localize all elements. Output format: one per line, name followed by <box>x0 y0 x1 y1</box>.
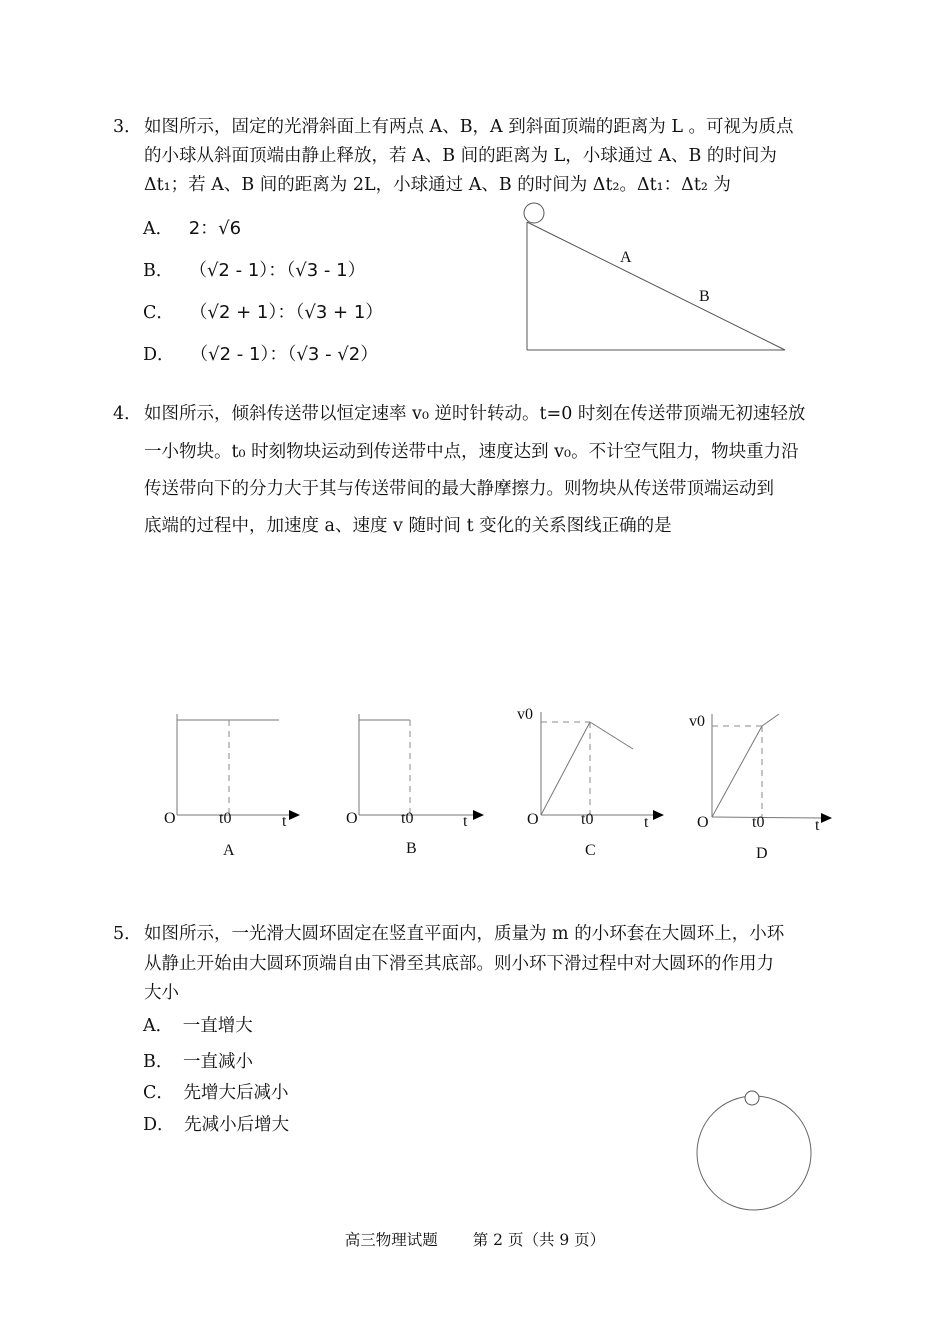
q5-line-3: 大小 <box>144 983 179 1003</box>
q5-option-d-text: 先减小后增大 <box>184 1115 290 1135</box>
graph-a-t-axis: t <box>282 813 287 830</box>
graph-d-origin: O <box>697 814 709 831</box>
q3-option-d-label: D． <box>143 345 175 365</box>
large-ring <box>697 1096 811 1210</box>
q3-option-b-text: （√2 - 1）：（√3 - 1） <box>188 260 366 281</box>
q5-option-a-label: A． <box>143 1016 174 1036</box>
q3-option-a-text: 2：√6 <box>188 218 242 239</box>
q5-option-d-label: D． <box>143 1115 175 1135</box>
q4-line-2: 一小物块。t₀ 时刻物块运动到传送带中点，速度达到 v₀。不计空气阻力，物块重力沿 <box>144 442 799 462</box>
q3-option-a-label: A． <box>143 219 174 239</box>
graph-d-t-axis: t <box>815 817 820 834</box>
q3-line-1: 如图所示，固定的光滑斜面上有两点 A、B，A 到斜面顶端的距离为 L 。可视为质点 <box>144 117 794 137</box>
graph-c-caption[interactable]: C <box>585 842 596 859</box>
q4-line-3: 传送带向下的分力大于其与传送带间的最大静摩擦力。则物块从传送带顶端运动到 <box>144 479 774 499</box>
q3-line-3: Δt₁；若 A、B 间的距离为 2L，小球通过 A、B 的时间为 Δt₂。Δt₁：Δt₂ 为 <box>144 175 731 195</box>
q5-number: 5． <box>113 924 142 944</box>
incline-point-a: A <box>620 249 632 266</box>
q3-option-c-label: C． <box>143 303 174 323</box>
q5-option-a-text: 一直增大 <box>182 1016 253 1036</box>
q5-option-c-label: C． <box>143 1083 174 1103</box>
page-footer <box>0 1228 950 1250</box>
incline-point-b: B <box>699 288 710 305</box>
q3-option-d-text: （√2 - 1）：（√3 - √2） <box>190 344 379 365</box>
graph-b-t0: t0 <box>401 810 414 827</box>
footer-subject: 高三物理试题 <box>344 1231 438 1249</box>
graph-a-caption[interactable]: A <box>223 842 235 859</box>
graph-b-caption[interactable]: B <box>406 840 417 857</box>
q5-option-b-label: B． <box>143 1052 174 1072</box>
graph-a-t0: t0 <box>219 810 232 827</box>
q5-option-c-text: 先增大后减小 <box>183 1083 289 1103</box>
q4-line-1: 如图所示，倾斜传送带以恒定速率 v₀ 逆时针转动。t=0 时刻在传送带顶端无初速轻放 <box>144 404 806 424</box>
q5-option-b-text: 一直减小 <box>182 1052 253 1072</box>
graph-c-t0: t0 <box>581 811 594 828</box>
q4-line-4: 底端的过程中，加速度 a、速度 v 随时间 t 变化的关系图线正确的是 <box>144 516 672 536</box>
graph-b-origin: O <box>346 810 358 827</box>
graph-c-t-axis: t <box>644 814 649 831</box>
q5-line-1: 如图所示，一光滑大圆环固定在竖直平面内，质量为 m 的小环套在大圆环上，小环 <box>144 924 785 944</box>
q3-option-b-label: B． <box>143 261 174 281</box>
small-ring <box>745 1091 759 1105</box>
graph-c-v0: v0 <box>517 706 533 723</box>
q5-line-2: 从静止开始由大圆环顶端自由下滑至其底部。则小环下滑过程中对大圆环的作用力 <box>144 954 774 974</box>
graph-a-origin: O <box>164 810 176 827</box>
q3-option-c-text: （√2 + 1）：（√3 + 1） <box>189 302 384 323</box>
q3-line-2: 的小球从斜面顶端由静止释放，若 A、B 间的距离为 L，小球通过 A、B 的时间为 <box>144 146 777 166</box>
q4-number: 4． <box>113 404 142 424</box>
graph-d-t0: t0 <box>752 814 765 831</box>
graph-c-origin: O <box>527 811 539 828</box>
graph-d-caption[interactable]: D <box>756 845 768 862</box>
graph-b-t-axis: t <box>463 813 468 830</box>
q3-number: 3． <box>113 117 142 137</box>
footer-page-number: 第 2 页（共 9 页） <box>472 1231 606 1249</box>
graph-d-v0: v0 <box>689 713 705 730</box>
